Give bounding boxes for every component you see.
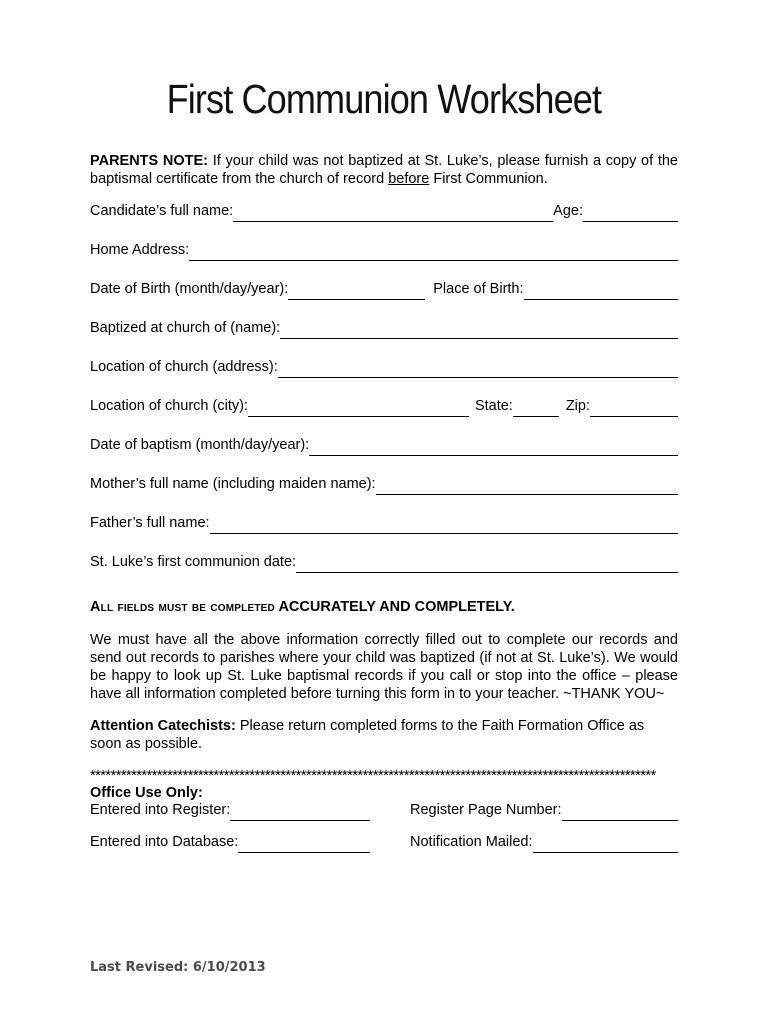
- candidate-name-blank[interactable]: [233, 203, 553, 222]
- field-row-candidate-name: [90, 203, 678, 222]
- place-of-birth-label: Place of Birth:: [433, 281, 524, 297]
- church-city-blank[interactable]: [248, 398, 469, 417]
- notification-mailed-cell: [410, 834, 678, 853]
- field-row-church-address: [90, 359, 678, 378]
- completion-notice-emphasis: ACCURATELY AND COMPLETELY.: [274, 599, 515, 615]
- age-label: Age:: [553, 203, 583, 219]
- field-row-father-name: [90, 515, 678, 534]
- place-of-birth-blank[interactable]: [524, 281, 678, 300]
- communion-date-blank[interactable]: [296, 554, 678, 573]
- office-use-heading: Office Use Only:: [90, 784, 203, 801]
- church-address-blank[interactable]: [278, 359, 678, 378]
- office-row-2: [90, 834, 678, 853]
- baptized-at-blank[interactable]: [280, 320, 678, 339]
- mother-name-label: Mother’s full name (including maiden name):: [90, 476, 376, 492]
- field-row-date-of-birth: [90, 281, 678, 300]
- catechists-note-text: Please return completed forms to the Faith Formation Office as soon as possible.: [90, 718, 645, 752]
- register-page-cell: [410, 802, 678, 821]
- baptized-at-label: Baptized at church of (name):: [90, 320, 281, 336]
- field-row-baptized-at: [90, 320, 678, 339]
- entered-register-label: Entered into Register:: [90, 801, 231, 818]
- entered-register-blank[interactable]: [230, 802, 370, 821]
- office-row-1: [90, 802, 678, 821]
- parents-note: [90, 152, 678, 188]
- date-of-birth-label: Date of Birth (month/day/year):: [90, 281, 289, 297]
- asterisk-divider: **************************************************************************************************************: [90, 767, 656, 784]
- entered-database-blank[interactable]: [238, 834, 370, 853]
- entered-register-cell: [90, 802, 370, 821]
- church-address-label: Location of church (address):: [90, 359, 278, 375]
- home-address-blank[interactable]: [189, 242, 678, 261]
- parents-note-text-after: First Communion.: [429, 171, 548, 187]
- church-city-label: Location of church (city):: [90, 398, 248, 414]
- field-row-home-address: [90, 242, 678, 261]
- page-title: First Communion Worksheet: [166, 76, 602, 122]
- parents-note-label: PARENTS NOTE:: [90, 153, 209, 169]
- state-label: State:: [474, 398, 513, 414]
- notification-mailed-blank[interactable]: [533, 834, 679, 853]
- title-area: [90, 76, 678, 124]
- date-of-baptism-label: Date of baptism (month/day/year):: [90, 437, 310, 453]
- field-row-mother-name: [90, 476, 678, 495]
- field-row-date-of-baptism: [90, 437, 678, 456]
- field-row-church-city: [90, 398, 678, 417]
- field-row-communion-date: [90, 554, 678, 573]
- completion-notice-smallcaps: All fields must be completed: [90, 599, 275, 615]
- candidate-name-label: Candidate’s full name:: [90, 203, 234, 219]
- worksheet-page: [90, 0, 678, 853]
- father-name-label: Father’s full name:: [90, 515, 210, 531]
- register-page-label: Register Page Number:: [410, 801, 562, 818]
- home-address-label: Home Address:: [90, 242, 190, 258]
- father-name-blank[interactable]: [210, 515, 678, 534]
- date-of-birth-blank[interactable]: [288, 281, 425, 300]
- entered-database-cell: [90, 834, 370, 853]
- parents-note-text-before: If your child was not baptized at St. Luke’s, please furnish a copy of the baptismal certificate from the church of record: [90, 153, 678, 187]
- office-column-gap-2: [370, 834, 410, 853]
- age-blank[interactable]: [583, 203, 678, 222]
- last-revised-note: Last Revised: 6/10/2013: [90, 960, 266, 975]
- mother-name-blank[interactable]: [376, 476, 678, 495]
- communion-date-label: St. Luke’s first communion date:: [90, 554, 297, 570]
- entered-database-label: Entered into Database:: [90, 833, 239, 850]
- office-column-gap: [370, 802, 410, 821]
- catechists-note: [90, 717, 678, 753]
- date-of-baptism-blank[interactable]: [309, 437, 678, 456]
- state-blank[interactable]: [513, 398, 559, 417]
- records-paragraph: We must have all the above information correctly filled out to complete our records and send out records to parishes where your child was baptized (if not at St. Luke’s). We would be happy to look up St. Luke baptismal records if you call or stop into the office – please have all information completed before turning this form in to your teacher. ~THANK YOU~: [90, 631, 678, 702]
- completion-notice: [90, 598, 678, 616]
- zip-blank[interactable]: [590, 398, 678, 417]
- notification-mailed-label: Notification Mailed:: [410, 833, 533, 850]
- parents-note-underlined-word: before: [388, 171, 430, 187]
- catechists-note-label: Attention Catechists:: [90, 718, 236, 734]
- zip-label: Zip:: [565, 398, 590, 414]
- register-page-blank[interactable]: [562, 802, 678, 821]
